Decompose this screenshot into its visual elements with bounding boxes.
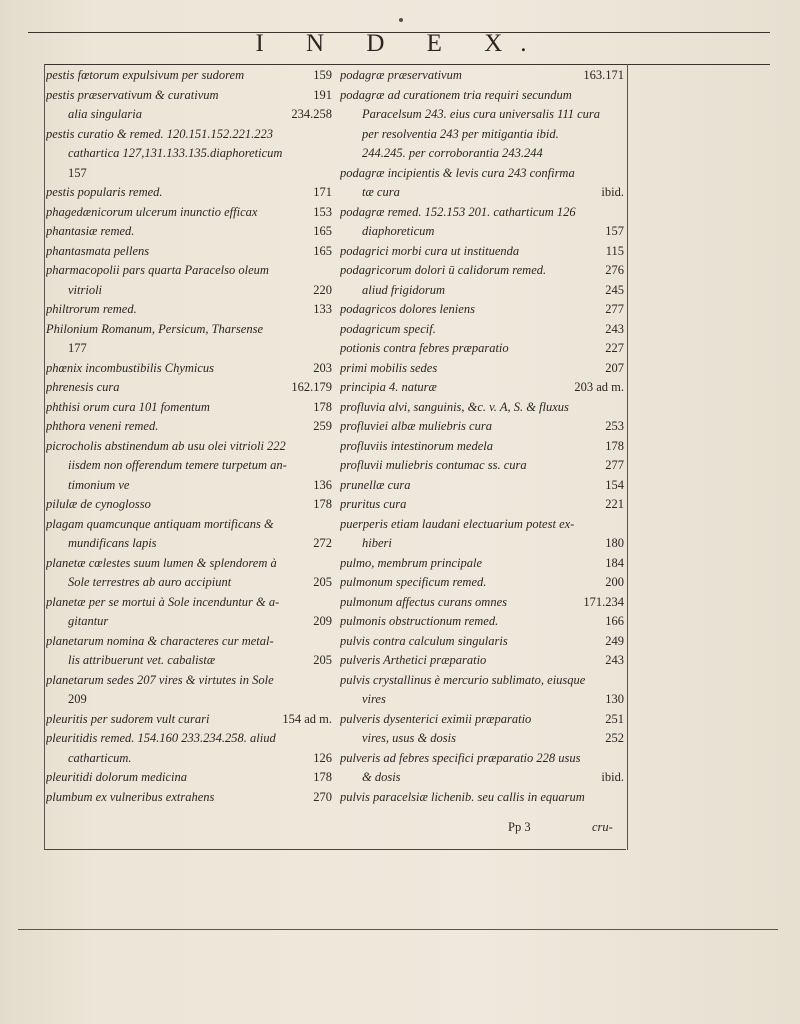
entry-page-ref: 259	[313, 419, 332, 433]
entry-page-ref: 207	[605, 360, 624, 375]
entry-page-ref: 165	[313, 224, 332, 238]
entry-page-ref: 178	[313, 770, 332, 784]
index-entry	[340, 671, 624, 691]
entry-page-ref: 159	[313, 68, 332, 82]
index-entry	[46, 788, 332, 808]
index-entry	[46, 339, 332, 359]
entry-page-ref: 203 ad m.	[574, 380, 624, 394]
index-entry	[340, 573, 624, 593]
entry-text: pruritus cura	[340, 497, 407, 511]
index-entry	[46, 281, 332, 301]
index-entry	[46, 183, 332, 203]
entry-text: pharmacopolii pars quarta Paracelso oleum	[46, 263, 269, 277]
entry-page-ref: 220	[313, 282, 332, 297]
entry-text: phœnix incombustibilis Chymicus	[46, 360, 215, 375]
entry-page-ref: 251	[605, 711, 624, 726]
index-column-left	[46, 66, 332, 807]
entry-text: planetarum sedes 207 vires & virtutes in Sole	[46, 672, 274, 687]
entry-page-ref: 136	[313, 477, 332, 492]
entry-text: pulvis paracelsiæ lichenib. seu callis in equarum	[340, 789, 585, 804]
index-entry	[46, 554, 332, 574]
ornament-dot	[399, 18, 403, 22]
index-entry	[46, 573, 332, 593]
index-entry	[340, 612, 624, 632]
entry-text: phantasmata pellens	[46, 243, 150, 258]
index-entry	[340, 768, 624, 788]
entry-page-ref: 178	[313, 497, 332, 511]
entry-text: puerperis etiam laudani electuarium potest ex-	[340, 516, 575, 531]
entry-page-ref: ibid.	[601, 770, 624, 784]
index-entry	[46, 456, 332, 476]
index-entry	[340, 144, 624, 164]
entry-text: primi mobilis sedes	[340, 360, 438, 375]
entry-text: planetarum nomina & characteres cur metal-	[46, 633, 274, 648]
index-entry	[340, 417, 624, 437]
entry-text: pulveris Arthetici præparatio	[340, 653, 487, 667]
index-entry	[340, 534, 624, 554]
entry-text: podagræ remed. 152.153 201. catharticum 126	[340, 204, 576, 219]
entry-text: Philonium Romanum, Persicum, Tharsense	[46, 321, 263, 336]
index-entry	[46, 729, 332, 749]
page-bottom-rule	[18, 929, 778, 930]
entry-text: 177	[68, 341, 87, 355]
entry-text: podagræ incipientis & levis cura 243 confirma	[340, 165, 575, 180]
index-entry	[46, 710, 332, 730]
entry-text: phrenesis cura	[46, 380, 120, 394]
index-entry	[46, 593, 332, 613]
index-entry	[46, 768, 332, 788]
entry-text: pilulæ de cynoglosso	[46, 497, 151, 511]
entry-text: pleuritidi dolorum medicina	[46, 770, 187, 784]
entry-text: pestis curatio & remed. 120.151.152.221.223	[46, 126, 273, 141]
index-entry	[340, 281, 624, 301]
entry-page-ref: 209	[313, 614, 332, 628]
index-entry	[46, 495, 332, 515]
entry-page-ref: 277	[605, 302, 624, 316]
index-entry	[46, 261, 332, 281]
entry-page-ref: 153	[313, 204, 332, 219]
index-entry	[46, 515, 332, 535]
entry-page-ref: 162.179	[291, 380, 332, 394]
index-entry	[46, 651, 332, 671]
entry-text: hiberi	[362, 536, 392, 550]
entry-text: principia 4. naturæ	[340, 380, 437, 394]
index-entry	[46, 86, 332, 106]
entry-text: profluviis intestinorum medela	[340, 438, 493, 453]
entry-text: catharticum.	[68, 750, 132, 765]
entry-text: pulveris ad febres specifici præparatio 228 usus	[340, 750, 581, 765]
entry-page-ref: 272	[313, 536, 332, 550]
index-entry	[340, 261, 624, 281]
entry-text: & dosis	[362, 770, 401, 784]
index-entry	[340, 203, 624, 223]
entry-text: vires, usus & dosis	[362, 731, 456, 745]
index-entry	[46, 320, 332, 340]
index-entry	[46, 144, 332, 164]
index-entry	[46, 222, 332, 242]
index-entry	[46, 242, 332, 262]
index-entry	[340, 554, 624, 574]
entry-text: philtrorum remed.	[46, 302, 137, 316]
entry-text: plumbum ex vulneribus extrahens	[46, 789, 215, 804]
entry-text: pulmonis obstructionum remed.	[340, 614, 499, 628]
index-entry	[340, 788, 624, 808]
entry-text: iisdem non offerendum temere turpetum an-	[68, 458, 287, 472]
entry-text: Paracelsum 243. eius cura universalis 111 cura	[362, 107, 601, 121]
entry-page-ref: 234.258	[291, 107, 332, 121]
entry-text: phantasiæ remed.	[46, 224, 135, 238]
entry-text: phagedænicorum ulcerum inunctio efficax	[46, 204, 258, 219]
index-entry	[340, 651, 624, 671]
index-entry	[340, 690, 624, 710]
entry-page-ref: 171.234	[583, 594, 624, 609]
entry-text: 157	[68, 165, 87, 180]
index-entry	[46, 632, 332, 652]
entry-text: prunellæ cura	[340, 477, 411, 492]
entry-text: podagricum specif.	[340, 321, 436, 336]
entry-text: vitrioli	[68, 282, 103, 297]
entry-page-ref: 252	[605, 731, 624, 745]
index-entry	[46, 749, 332, 769]
entry-text: tæ cura	[362, 185, 400, 199]
entry-text: 244.245. per corroborantia 243.244	[362, 146, 543, 160]
index-entry	[340, 456, 624, 476]
index-entry	[340, 398, 624, 418]
entry-text: podagricorum dolori ū calidorum remed.	[340, 263, 547, 277]
index-entry	[340, 632, 624, 652]
entry-page-ref: 157	[605, 224, 624, 238]
entry-page-ref: 276	[605, 263, 624, 277]
entry-page-ref: 200	[605, 575, 624, 589]
index-entry	[46, 300, 332, 320]
entry-text: pestis popularis remed.	[46, 185, 163, 199]
index-entry	[46, 66, 332, 86]
entry-page-ref: 133	[313, 302, 332, 316]
index-entry	[340, 66, 624, 86]
entry-page-ref: 171	[313, 185, 332, 199]
index-entry	[46, 398, 332, 418]
catchword: cru-	[592, 820, 613, 834]
entry-text: podagræ ad curationem tria requiri secundum	[340, 87, 572, 102]
index-entry	[46, 125, 332, 145]
entry-text: podagrici morbi cura ut instituenda	[340, 243, 520, 258]
entry-page-ref: 130	[605, 692, 624, 706]
index-entry	[46, 378, 332, 398]
entry-text: pulmonum affectus curans omnes	[340, 594, 507, 609]
index-entry	[340, 729, 624, 749]
entry-text: pulmonum specificum remed.	[340, 575, 487, 589]
index-entry	[340, 749, 624, 769]
entry-text: phthisi orum cura 101 fomentum	[46, 399, 210, 414]
entry-page-ref: 243	[605, 321, 624, 336]
index-entry	[46, 671, 332, 691]
index-entry	[46, 690, 332, 710]
frame-bottom-rule	[44, 849, 626, 850]
index-entry	[46, 164, 332, 184]
index-entry	[340, 242, 624, 262]
entry-page-ref: 184	[605, 555, 624, 570]
entry-text: planetæ cœlestes suum lumen & splendorem à	[46, 555, 277, 570]
index-entry	[340, 710, 624, 730]
entry-page-ref: 180	[605, 536, 624, 550]
entry-page-ref: 227	[605, 341, 624, 355]
index-entry	[340, 437, 624, 457]
index-column-right	[340, 66, 624, 807]
index-entry	[340, 86, 624, 106]
entry-text: profluviei albæ muliebris cura	[340, 419, 492, 433]
entry-page-ref: 191	[313, 87, 332, 102]
entry-text: podagricos dolores leniens	[340, 302, 475, 316]
index-entry	[340, 183, 624, 203]
entry-page-ref: 178	[605, 438, 624, 453]
index-entry	[340, 339, 624, 359]
entry-text: pulvis contra calculum singularis	[340, 633, 508, 648]
entry-text: lis attribuerunt vet. cabalistæ	[68, 653, 216, 667]
entry-text: gitantur	[68, 614, 109, 628]
entry-page-ref: 126	[313, 750, 332, 765]
entry-text: pleuritidis remed. 154.160 233.234.258. aliud	[46, 731, 276, 745]
entry-page-ref: 253	[605, 419, 624, 433]
page-title: I N D E X.	[255, 30, 545, 57]
entry-text: timonium ve	[68, 477, 130, 492]
entry-page-ref: 203	[313, 360, 332, 375]
index-entry	[340, 515, 624, 535]
entry-text: aliud frigidorum	[362, 282, 445, 297]
entry-text: phthora veneni remed.	[46, 419, 159, 433]
entry-text: planetæ per se mortui à Sole incenduntur & a-	[46, 594, 280, 609]
entry-text: mundificans lapis	[68, 536, 157, 550]
index-entry	[46, 359, 332, 379]
entry-text: pestis fœtorum expulsivum per sudorem	[46, 68, 245, 82]
index-entry	[46, 476, 332, 496]
entry-text: vires	[362, 692, 386, 706]
index-entry	[46, 437, 332, 457]
index-entry	[340, 320, 624, 340]
entry-text: 209	[68, 692, 87, 706]
index-entry	[46, 534, 332, 554]
entry-text: diaphoreticum	[362, 224, 435, 238]
index-entry	[340, 125, 624, 145]
entry-text: alia singularia	[68, 107, 142, 121]
entry-text: pestis præservativum & curativum	[46, 87, 219, 102]
entry-page-ref: 245	[605, 282, 624, 297]
index-entry	[46, 203, 332, 223]
entry-text: plagam quamcunque antiquam mortificans &	[46, 516, 274, 531]
index-entry	[46, 417, 332, 437]
index-entry	[340, 476, 624, 496]
entry-text: Sole terrestres ab auro accipiunt	[68, 575, 232, 589]
entry-page-ref: 163.171	[583, 68, 624, 82]
entry-page-ref: 115	[605, 243, 624, 258]
entry-page-ref: 165	[313, 243, 332, 258]
entry-text: pulmo, membrum principale	[340, 555, 482, 570]
entry-page-ref: 277	[605, 458, 624, 472]
index-entry	[46, 105, 332, 125]
index-entry	[340, 300, 624, 320]
index-entry	[340, 222, 624, 242]
index-entry	[340, 164, 624, 184]
entry-page-ref: 154	[605, 477, 624, 492]
entry-text: podagræ præservativum	[340, 68, 462, 82]
index-entry	[340, 593, 624, 613]
entry-text: cathartica 127,131.133.135.diaphoreticum	[68, 146, 283, 160]
index-entry	[46, 612, 332, 632]
signature-mark: Pp 3	[508, 820, 531, 834]
entry-text: pleuritis per sudorem vult curari	[46, 711, 210, 726]
entry-text: pulvis crystallinus è mercurio sublimato, eiusque	[340, 672, 586, 687]
entry-page-ref: 178	[313, 399, 332, 414]
entry-page-ref: 154 ad m.	[282, 711, 332, 726]
entry-page-ref: 166	[605, 614, 624, 628]
entry-text: profluvii muliebris contumac ss. cura	[340, 458, 527, 472]
entry-page-ref: 270	[313, 789, 332, 804]
entry-page-ref: 205	[313, 575, 332, 589]
entry-text: profluvia alvi, sanguinis, &c. v. A, S. & fluxus	[340, 399, 569, 414]
entry-text: pulveris dysenterici eximii præparatio	[340, 711, 532, 726]
index-entry	[340, 359, 624, 379]
entry-page-ref: 205	[313, 653, 332, 667]
entry-page-ref: 221	[605, 497, 624, 511]
entry-page-ref: 249	[605, 633, 624, 648]
entry-page-ref: ibid.	[601, 185, 624, 199]
index-entry	[340, 378, 624, 398]
entry-text: per resolventia 243 per mitigantia ibid.	[362, 126, 559, 141]
index-entry	[340, 105, 624, 125]
index-entry	[340, 495, 624, 515]
entry-page-ref: 243	[605, 653, 624, 667]
entry-text: picrocholis abstinendum ab usu olei vitrioli 222	[46, 438, 286, 453]
entry-text: potionis contra febres præparatio	[340, 341, 509, 355]
